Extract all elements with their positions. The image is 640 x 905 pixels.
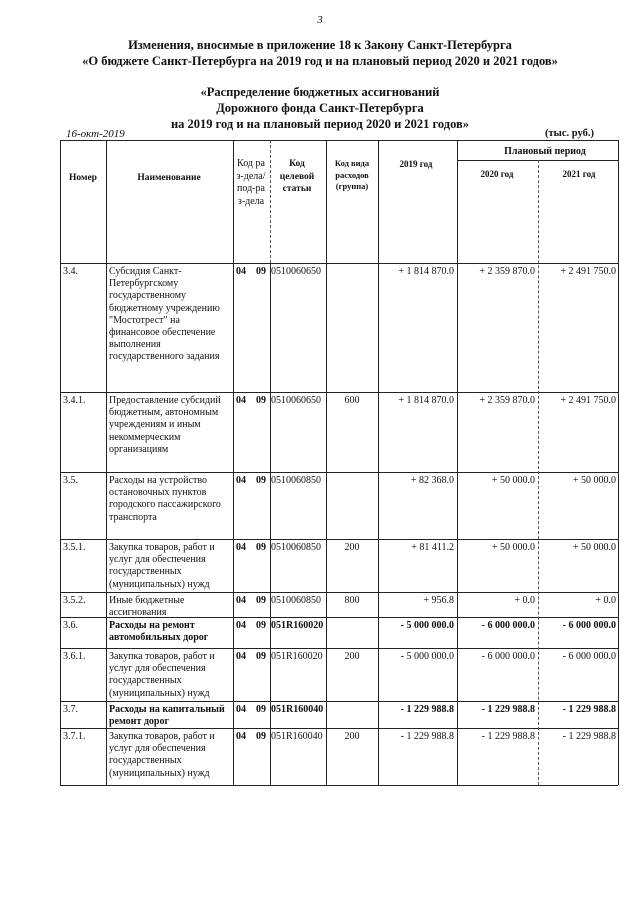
row-value-2020: - 1 229 988.8 <box>481 704 535 715</box>
row-value-2020: + 0.0 <box>514 595 535 606</box>
row-expense-code: 200 <box>344 542 360 553</box>
row-subsection-code: 09 <box>256 395 266 406</box>
row-value-2020: - 6 000 000.0 <box>481 651 535 662</box>
row-target-code: 051R160020 <box>271 651 323 662</box>
row-section-code: 04 <box>236 542 246 553</box>
row-value-2019: + 82 368.0 <box>410 475 454 486</box>
row-value-2020: + 50 000.0 <box>491 542 535 553</box>
row-value-2021: + 0.0 <box>595 595 616 606</box>
page-number: 3 <box>317 14 323 26</box>
row-section-code: 04 <box>236 704 246 715</box>
row-name: Расходы на капитальный ремонт дорог <box>109 704 225 728</box>
row-value-2021: + 2 491 750.0 <box>560 266 616 277</box>
table-rule <box>60 263 618 264</box>
row-name: Предоставление субсидий бюджетным, автономным учреждениям и иным некоммерческим организациям <box>109 395 221 455</box>
row-name: Закупка товаров, работ и услуг для обеспечения государственных (муниципальных) нужд <box>109 731 215 779</box>
table-rule <box>60 648 618 649</box>
table-rule <box>538 160 539 785</box>
row-target-code: 0510060850 <box>271 542 321 553</box>
row-name: Закупка товаров, работ и услуг для обеспечения государственных (муниципальных) нужд <box>109 651 215 699</box>
row-target-code: 0510060850 <box>271 595 321 606</box>
row-subsection-code: 09 <box>256 704 266 715</box>
row-value-2021: - 1 229 988.8 <box>562 731 616 742</box>
row-expense-code: 200 <box>344 651 360 662</box>
row-value-2019: + 81 411.2 <box>411 542 454 553</box>
document-title <box>0 37 640 69</box>
document-date: 16-окт-2019 <box>66 128 125 140</box>
header-section-code: Код раз-дела/ под-раз-дела <box>236 158 266 207</box>
table-rule <box>378 140 379 785</box>
row-value-2019: - 1 229 988.8 <box>400 704 454 715</box>
row-value-2020: + 2 359 870.0 <box>479 266 535 277</box>
row-value-2020: - 1 229 988.8 <box>481 731 535 742</box>
row-value-2020: - 6 000 000.0 <box>481 620 535 631</box>
row-number: 3.5.2. <box>63 595 86 606</box>
row-target-code: 0510060850 <box>271 475 321 486</box>
document-subtitle <box>0 84 640 132</box>
row-number: 3.5. <box>63 475 78 486</box>
row-number: 3.7. <box>63 704 78 715</box>
table-rule <box>233 140 234 785</box>
row-name: Расходы на ремонт автомобильных дорог <box>109 620 209 644</box>
header-year-2020: 2020 год <box>480 169 514 179</box>
row-value-2021: + 2 491 750.0 <box>560 395 616 406</box>
row-subsection-code: 09 <box>256 266 266 277</box>
row-value-2019: + 1 814 870.0 <box>398 266 454 277</box>
table-rule <box>106 140 107 785</box>
header-number: Номер <box>69 173 97 183</box>
row-value-2019: - 5 000 000.0 <box>400 651 454 662</box>
row-value-2019: + 1 814 870.0 <box>398 395 454 406</box>
row-subsection-code: 09 <box>256 475 266 486</box>
row-number: 3.7.1. <box>63 731 86 742</box>
table-rule <box>60 539 618 540</box>
header-year-2019: 2019 год <box>399 159 433 169</box>
title-line: «О бюджете Санкт-Петербурга на 2019 год и на плановый период 2020 и 2021 годов» <box>82 54 558 68</box>
table-rule <box>270 140 271 263</box>
row-name: Иные бюджетные ассигнования <box>109 595 185 619</box>
row-name: Субсидия Санкт-Петербургскому государственному бюджетному учреждению "Мостотрест" на финансовое обеспечение выполнения государственного задания <box>109 266 220 363</box>
row-expense-code: 800 <box>344 595 360 606</box>
row-expense-code: 200 <box>344 731 360 742</box>
header-planned-period: Плановый период <box>504 146 586 157</box>
row-section-code: 04 <box>236 266 246 277</box>
row-value-2019: + 956.8 <box>423 595 454 606</box>
row-value-2021: - 6 000 000.0 <box>562 620 616 631</box>
title-line: Изменения, вносимые в приложение 18 к Закону Санкт-Петербурга <box>128 38 512 52</box>
row-subsection-code: 09 <box>256 542 266 553</box>
row-subsection-code: 09 <box>256 595 266 606</box>
table-rule <box>457 140 458 785</box>
table-rule <box>60 785 618 786</box>
row-section-code: 04 <box>236 395 246 406</box>
table-rule <box>60 140 618 141</box>
table-rule <box>60 392 618 393</box>
row-number: 3.6. <box>63 620 78 631</box>
row-target-code: 0510060650 <box>271 395 321 406</box>
row-name: Расходы на устройство остановочных пунктов городского пассажирского транспорта <box>109 475 221 523</box>
row-name: Закупка товаров, работ и услуг для обеспечения государственных (муниципальных) нужд <box>109 542 215 590</box>
row-target-code: 0510060650 <box>271 266 321 277</box>
table-rule <box>60 701 618 702</box>
header-name: Наименование <box>137 173 201 183</box>
table-rule <box>60 472 618 473</box>
row-value-2019: - 5 000 000.0 <box>400 620 454 631</box>
row-value-2021: - 1 229 988.8 <box>562 704 616 715</box>
row-subsection-code: 09 <box>256 731 266 742</box>
table-rule <box>326 140 327 785</box>
row-value-2021: + 50 000.0 <box>572 542 616 553</box>
header-expense-code: Код вида расходов (группа) <box>334 158 370 191</box>
row-expense-code: 600 <box>344 395 360 406</box>
row-subsection-code: 09 <box>256 651 266 662</box>
row-value-2019: - 1 229 988.8 <box>400 731 454 742</box>
row-subsection-code: 09 <box>256 620 266 631</box>
row-value-2021: + 50 000.0 <box>572 475 616 486</box>
row-target-code: 051R160040 <box>271 731 323 742</box>
table-rule <box>60 592 618 593</box>
table-rule <box>60 140 61 785</box>
row-section-code: 04 <box>236 731 246 742</box>
row-number: 3.6.1. <box>63 651 86 662</box>
subtitle-line: Дорожного фонда Санкт-Петербурга <box>216 101 424 115</box>
row-target-code: 051R160040 <box>271 704 324 715</box>
subtitle-line: «Распределение бюджетных ассигнований <box>200 85 440 99</box>
row-number: 3.4.1. <box>63 395 86 406</box>
row-section-code: 04 <box>236 475 246 486</box>
row-number: 3.5.1. <box>63 542 86 553</box>
row-target-code: 051R160020 <box>271 620 324 631</box>
table-rule <box>618 140 619 785</box>
currency-unit: (тыс. руб.) <box>545 128 594 139</box>
row-section-code: 04 <box>236 595 246 606</box>
header-target-code: Код целевой статьи <box>279 159 315 194</box>
row-value-2021: - 6 000 000.0 <box>562 651 616 662</box>
header-year-2021: 2021 год <box>562 169 596 179</box>
row-section-code: 04 <box>236 620 246 631</box>
row-value-2020: + 50 000.0 <box>491 475 535 486</box>
row-section-code: 04 <box>236 651 246 662</box>
row-value-2020: + 2 359 870.0 <box>479 395 535 406</box>
subtitle-line: на 2019 год и на плановый период 2020 и 2021 годов» <box>170 117 470 131</box>
row-number: 3.4. <box>63 266 78 277</box>
